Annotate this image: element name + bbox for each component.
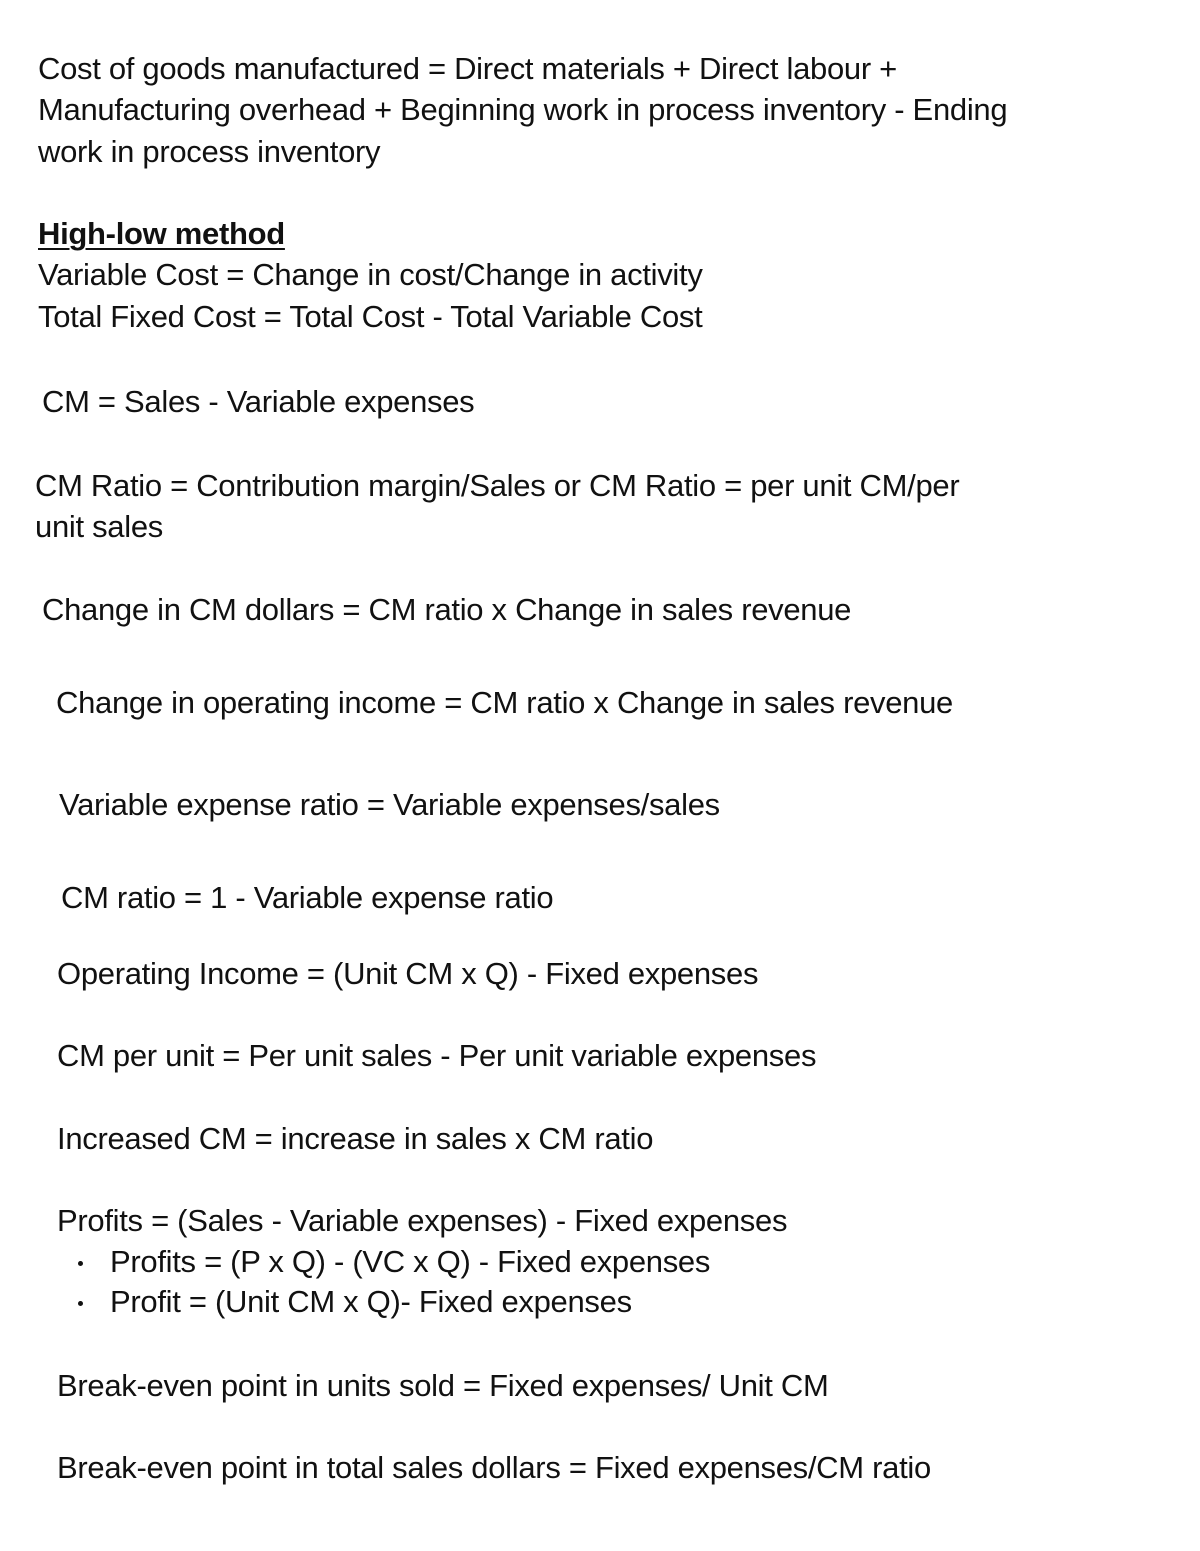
change-operating-income-formula: Change in operating income = CM ratio x Change in sales revenue xyxy=(56,685,953,720)
cogm-line-1: Cost of goods manufactured = Direct materials + Direct labour + xyxy=(38,51,897,86)
operating-income-formula: Operating Income = (Unit CM x Q) - Fixed expenses xyxy=(57,956,759,991)
cm-formula: CM = Sales - Variable expenses xyxy=(42,384,475,419)
bullet-icon xyxy=(78,1261,83,1266)
profits-bullet-1-text: Profits = (P x Q) - (VC x Q) - Fixed expenses xyxy=(110,1244,711,1279)
bullet-icon xyxy=(78,1301,83,1306)
break-even-units-formula: Break-even point in units sold = Fixed expenses/ Unit CM xyxy=(57,1368,829,1403)
cm-ratio-alt-formula: CM ratio = 1 - Variable expense ratio xyxy=(61,880,554,915)
cm-ratio-line-1: CM Ratio = Contribution margin/Sales or CM Ratio = per unit CM/per xyxy=(35,468,960,503)
high-low-heading: High-low method xyxy=(38,216,285,251)
fixed-cost-formula: Total Fixed Cost = Total Cost - Total Variable Cost xyxy=(38,299,703,334)
cogm-line-2: Manufacturing overhead + Beginning work in process inventory - Ending xyxy=(38,92,1008,127)
increased-cm-formula: Increased CM = increase in sales x CM ratio xyxy=(57,1121,654,1156)
cm-ratio-line-2: unit sales xyxy=(35,509,163,544)
profits-formula: Profits = (Sales - Variable expenses) - Fixed expenses xyxy=(57,1203,788,1238)
cogm-line-3: work in process inventory xyxy=(38,134,381,169)
variable-cost-formula: Variable Cost = Change in cost/Change in activity xyxy=(38,257,703,292)
change-cm-dollars-formula: Change in CM dollars = CM ratio x Change in sales revenue xyxy=(42,592,852,627)
cm-per-unit-formula: CM per unit = Per unit sales - Per unit variable expenses xyxy=(57,1038,817,1073)
break-even-dollars-formula: Break-even point in total sales dollars = Fixed expenses/CM ratio xyxy=(57,1450,931,1485)
variable-expense-ratio-formula: Variable expense ratio = Variable expenses/sales xyxy=(59,787,720,822)
profits-bullet-2-text: Profit = (Unit CM x Q)- Fixed expenses xyxy=(110,1284,632,1319)
